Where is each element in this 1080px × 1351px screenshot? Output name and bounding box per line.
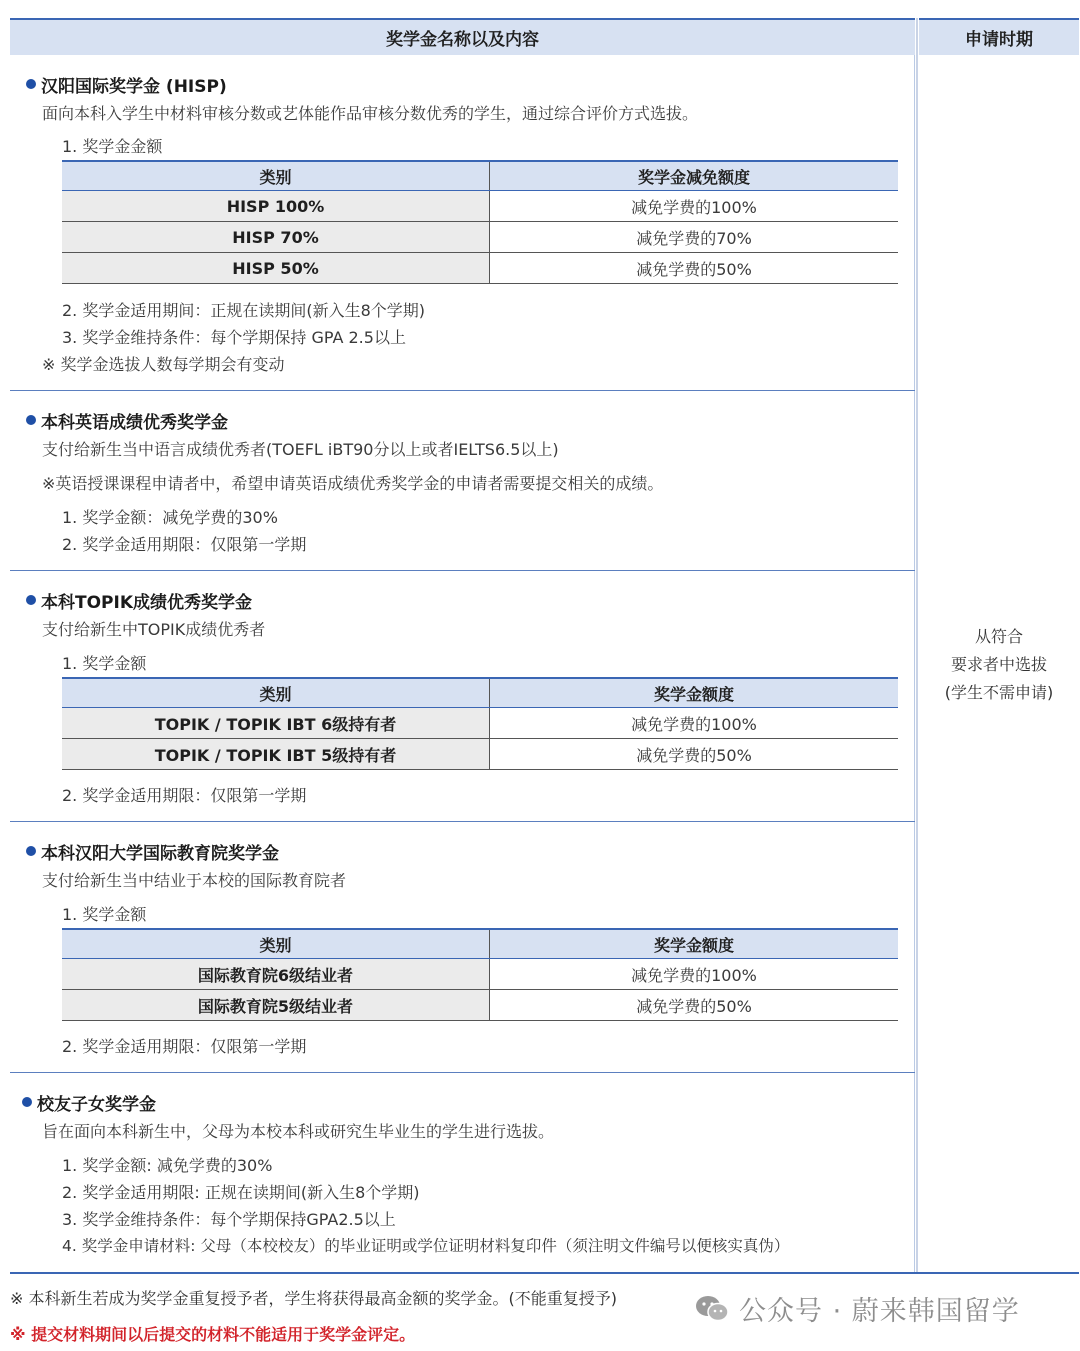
table-header: 奖学金额度 — [490, 678, 899, 708]
section-desc: 支付给新生当中结业于本校的国际教育院者 — [42, 871, 347, 890]
footnote-deadline: ※ 提交材料期间以后提交的材料不能适用于奖学金评定。 — [10, 1325, 416, 1344]
application-period — [919, 623, 1079, 707]
item-text: 2. 奖学金适用期限：仅限第一学期 — [62, 1037, 307, 1056]
table-header: 类别 — [62, 678, 490, 708]
item-text: 1. 奖学金额：减免学费的30% — [62, 508, 278, 527]
table-row — [62, 253, 898, 284]
section-alumni — [22, 1088, 902, 1116]
side-line: (学生不需申请) — [944, 683, 1054, 702]
item-text: 2. 奖学金适用期间：正规在读期间(新入生8个学期) — [62, 301, 426, 320]
item-text: 1. 奖学金额 — [62, 905, 147, 924]
table-cell: 国际教育院6级结业者 — [62, 959, 490, 990]
note-text: ※英语授课课程申请者中，希望申请英语成绩优秀奖学金的申请者需要提交相关的成绩。 — [42, 474, 664, 493]
table-header: 类别 — [62, 929, 490, 959]
table-row — [62, 959, 898, 990]
table-row — [62, 990, 898, 1021]
table-cell: 减免学费的50% — [490, 739, 899, 770]
item-text: 1. 奖学金额: 减免学费的30% — [62, 1156, 273, 1175]
item-text: 3. 奖学金维持条件：每个学期保持GPA2.5以上 — [62, 1210, 396, 1229]
column-divider — [916, 18, 918, 1273]
section-english — [26, 406, 906, 434]
side-line: 从符合 — [974, 627, 1023, 646]
table-header: 奖学金减免额度 — [490, 161, 899, 191]
topik-table — [62, 677, 898, 770]
table-cell: TOPIK / TOPIK IBT 6级持有者 — [62, 708, 490, 739]
bullet-icon — [26, 846, 36, 856]
section-international — [26, 837, 906, 865]
table-header: 奖学金额度 — [490, 929, 899, 959]
section-hisp — [26, 70, 906, 98]
section-topik — [26, 586, 906, 614]
bullet-icon — [22, 1097, 32, 1107]
table-cell: HISP 50% — [62, 253, 490, 284]
table-cell: 减免学费的70% — [490, 222, 899, 253]
table-cell: HISP 70% — [62, 222, 490, 253]
table-cell: HISP 100% — [62, 191, 490, 222]
table-cell: 减免学费的50% — [490, 990, 899, 1021]
section-desc: 支付给新生当中语言成绩优秀者(TOEFL iBT90分以上或者IELTS6.5以上) — [42, 440, 559, 459]
item-text: 3. 奖学金维持条件：每个学期保持 GPA 2.5以上 — [62, 328, 406, 347]
item-text: 1. 奖学金金额 — [62, 137, 163, 156]
header-main: 奖学金名称以及内容 — [10, 18, 915, 55]
section-desc: 面向本科入学生中材料审核分数或艺体能作品审核分数优秀的学生，通过综合评价方式选拔。 — [42, 104, 699, 123]
table-header: 类别 — [62, 161, 490, 191]
table-row — [62, 739, 898, 770]
item-text: 2. 奖学金适用期限：仅限第一学期 — [62, 535, 307, 554]
item-text: 4. 奖学金申请材料: 父母（本校校友）的毕业证明或学位证明材料复印件（须注明文件编号以便核实真伪） — [62, 1237, 790, 1255]
section-desc: 旨在面向本科新生中，父母为本校本科或研究生毕业生的学生进行选拔。 — [42, 1122, 555, 1141]
side-line: 要求者中选拔 — [950, 655, 1047, 674]
table-cell: TOPIK / TOPIK IBT 5级持有者 — [62, 739, 490, 770]
header-side: 申请时期 — [919, 18, 1079, 55]
section-divider — [10, 821, 915, 822]
table-row — [62, 191, 898, 222]
section-title: 本科汉阳大学国际教育院奖学金 — [41, 843, 279, 864]
table-row — [62, 708, 898, 739]
column-divider-inner — [914, 55, 915, 1273]
item-text: 2. 奖学金适用期限：仅限第一学期 — [62, 786, 307, 805]
section-title: 本科英语成绩优秀奖学金 — [41, 412, 228, 433]
bullet-icon — [26, 79, 36, 89]
section-title: 本科TOPIK成绩优秀奖学金 — [41, 592, 253, 613]
bullet-icon — [26, 415, 36, 425]
item-text: 2. 奖学金适用期限: 正规在读期间(新入生8个学期) — [62, 1183, 420, 1202]
section-divider — [10, 1072, 915, 1073]
section-divider — [10, 390, 915, 391]
table-cell: 减免学费的100% — [490, 959, 899, 990]
section-divider — [10, 570, 915, 571]
table-cell: 减免学费的100% — [490, 708, 899, 739]
table-cell: 减免学费的50% — [490, 253, 899, 284]
section-title: 汉阳国际奖学金 (HISP) — [41, 76, 227, 97]
section-desc: 支付给新生中TOPIK成绩优秀者 — [42, 620, 266, 639]
watermark — [695, 1289, 1020, 1328]
wechat-icon — [695, 1294, 729, 1324]
item-text: 1. 奖学金额 — [62, 654, 147, 673]
bullet-icon — [26, 595, 36, 605]
table-cell: 减免学费的100% — [490, 191, 899, 222]
hisp-table — [62, 160, 898, 284]
table-bottom-border — [10, 1272, 1079, 1274]
section-title: 校友子女奖学金 — [37, 1094, 156, 1115]
table-row — [62, 222, 898, 253]
note-text: ※ 奖学金选拔人数每学期会有变动 — [42, 355, 285, 374]
watermark-text: 公众号 · 蔚来韩国留学 — [739, 1296, 1020, 1327]
international-table — [62, 928, 898, 1021]
footnote-duplicate: ※ 本科新生若成为奖学金重复授予者，学生将获得最高金额的奖学金。(不能重复授予) — [10, 1289, 617, 1308]
table-cell: 国际教育院5级结业者 — [62, 990, 490, 1021]
